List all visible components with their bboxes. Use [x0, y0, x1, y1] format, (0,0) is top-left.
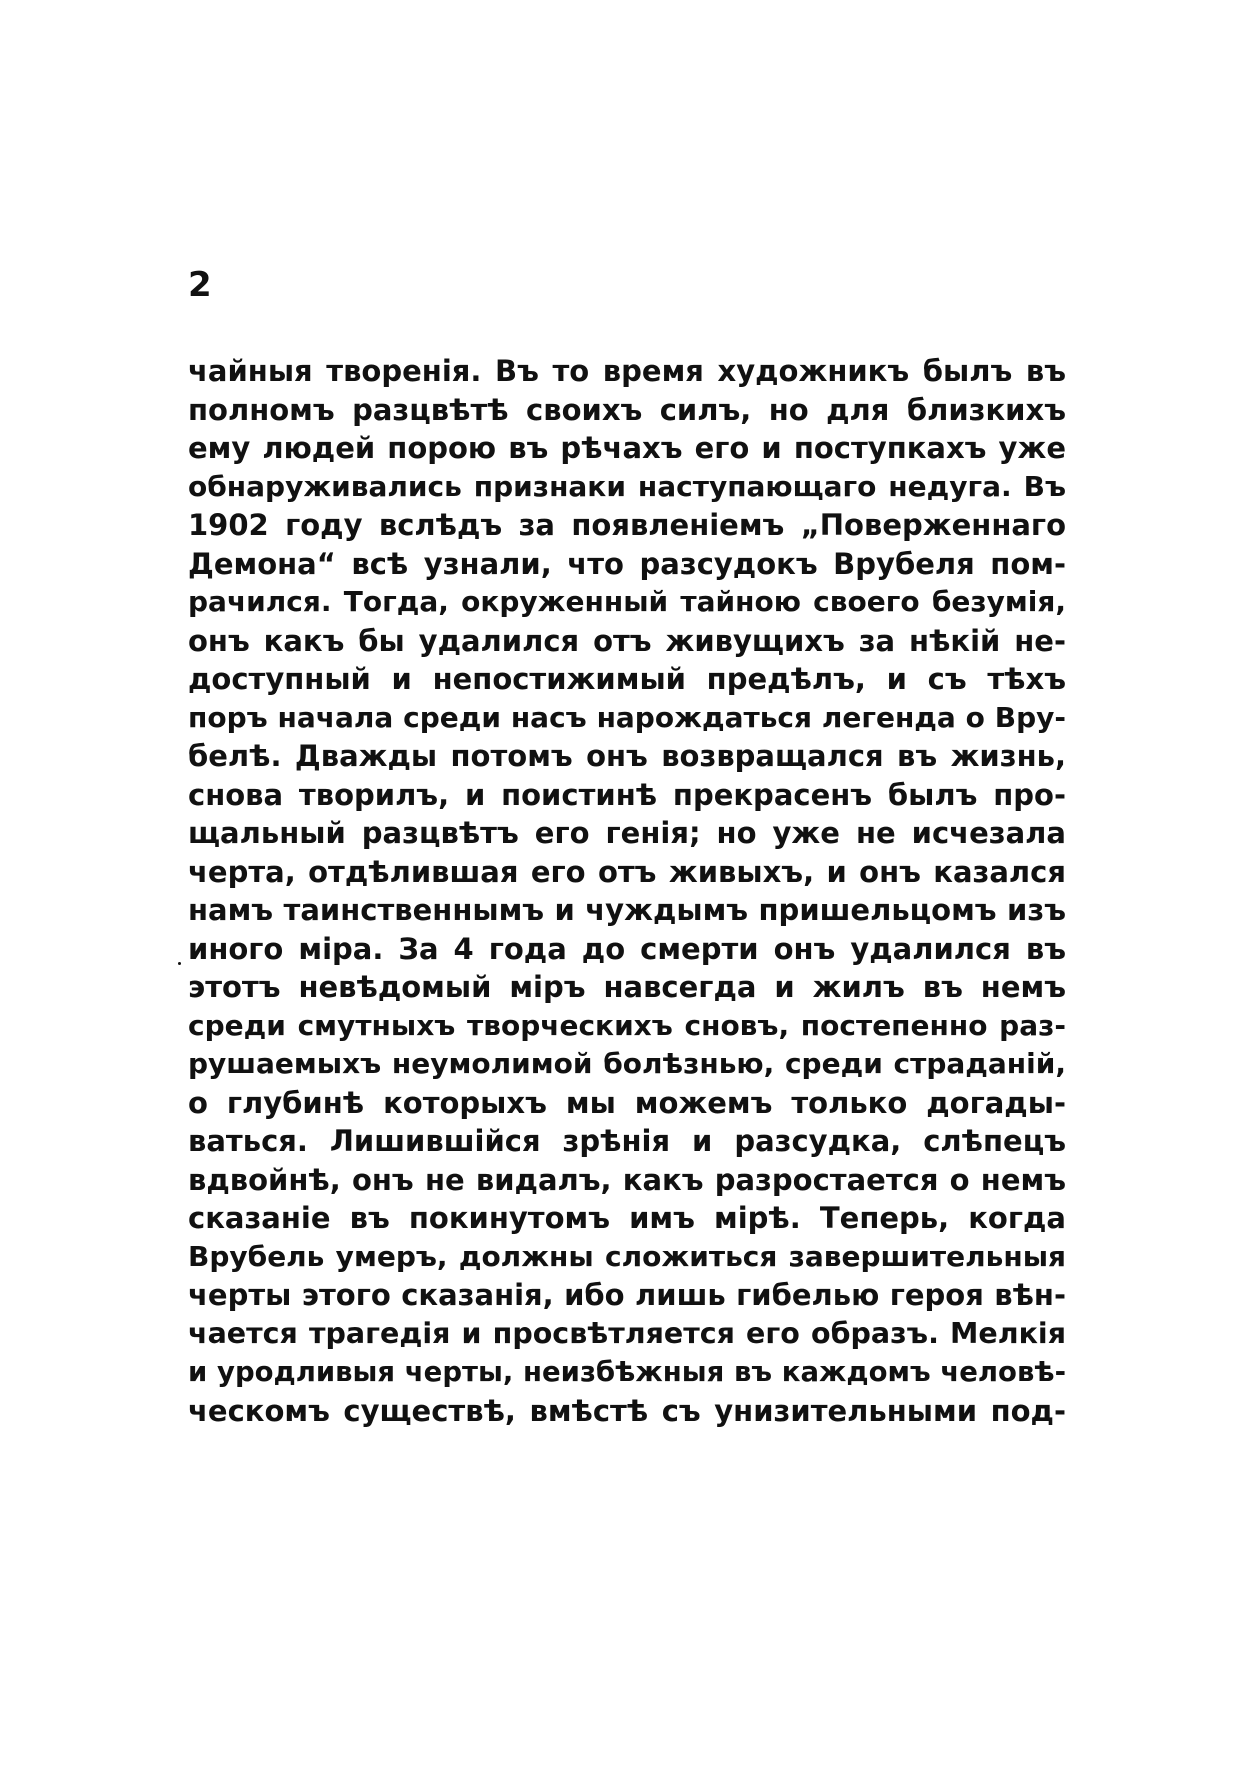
text-line: вдвойнѣ, онъ не видалъ, какъ разростается о немъ	[188, 1162, 1066, 1197]
text-line: поръ начала среди насъ нарождаться легенда о Вру-	[188, 700, 1066, 734]
text-line: белѣ. Дважды потомъ онъ возвращался въ жизнь,	[188, 739, 1066, 773]
text-line: полномъ разцвѣтѣ своихъ силъ, но для близкихъ	[188, 392, 1066, 427]
page-number: 2	[188, 265, 212, 305]
text-line: щальный разцвѣтъ его генія; но уже не исчезала	[188, 816, 1066, 850]
text-line: рушаемыхъ неумолимой болѣзнью, среди страданій,	[188, 1047, 1066, 1080]
text-line: иного міра. За 4 года до смерти онъ удалился въ	[188, 931, 1066, 966]
text-line: этотъ невѣдомый міръ навсегда и жилъ въ немъ	[188, 970, 1066, 1004]
text-line: черты этого сказанія, ибо лишь гибелью героя вѣн-	[188, 1278, 1066, 1312]
text-line: чайныя творенія. Въ то время художникъ былъ въ	[188, 354, 1066, 388]
body-text	[188, 352, 1066, 1430]
text-line: и уродливыя черты, неизбѣжныя въ каждомъ человѣ-	[188, 1356, 1066, 1388]
text-line: Демона“ всѣ узнали, что разсудокъ Врубеля пом-	[188, 546, 1066, 581]
text-line: ваться. Лишившійся зрѣнія и разсудка, слѣпецъ	[188, 1124, 1066, 1158]
margin-dot	[178, 962, 181, 965]
text-line: рачился. Тогда, окруженный тайною своего безумія,	[188, 585, 1066, 618]
text-line: Врубель умеръ, должны сложиться завершительныя	[188, 1239, 1066, 1273]
text-line: намъ таинственнымъ и чуждымъ пришельцомъ изъ	[188, 893, 1066, 927]
text-line: чается трагедія и просвѣтляется его образъ. Мелкія	[188, 1316, 1066, 1350]
text-line: среди смутныхъ творческихъ сновъ, постепенно раз-	[188, 1008, 1066, 1042]
text-line: черта, отдѣлившая его отъ живыхъ, и онъ казался	[188, 854, 1066, 889]
text-line: доступный и непостижимый предѣлъ, и съ тѣхъ	[188, 662, 1066, 696]
text-line: 1902 году вслѣдъ за появленіемъ „Поверженнаго	[188, 508, 1066, 542]
text-line: ческомъ существѣ, вмѣстѣ съ унизительными под-	[188, 1393, 1066, 1428]
text-line: сказаніе въ покинутомъ имъ мірѣ. Теперь, когда	[188, 1201, 1066, 1235]
text-line: снова творилъ, и поистинѣ прекрасенъ былъ про-	[188, 777, 1066, 812]
text-line: онъ какъ бы удалился отъ живущихъ за нѣкій не-	[188, 623, 1066, 658]
text-line: ему людей порою въ рѣчахъ его и поступкахъ уже	[188, 431, 1066, 465]
text-line: о глубинѣ которыхъ мы можемъ только догады-	[188, 1085, 1066, 1120]
text-line: обнаруживались признаки наступающаго недуга. Въ	[188, 469, 1066, 503]
